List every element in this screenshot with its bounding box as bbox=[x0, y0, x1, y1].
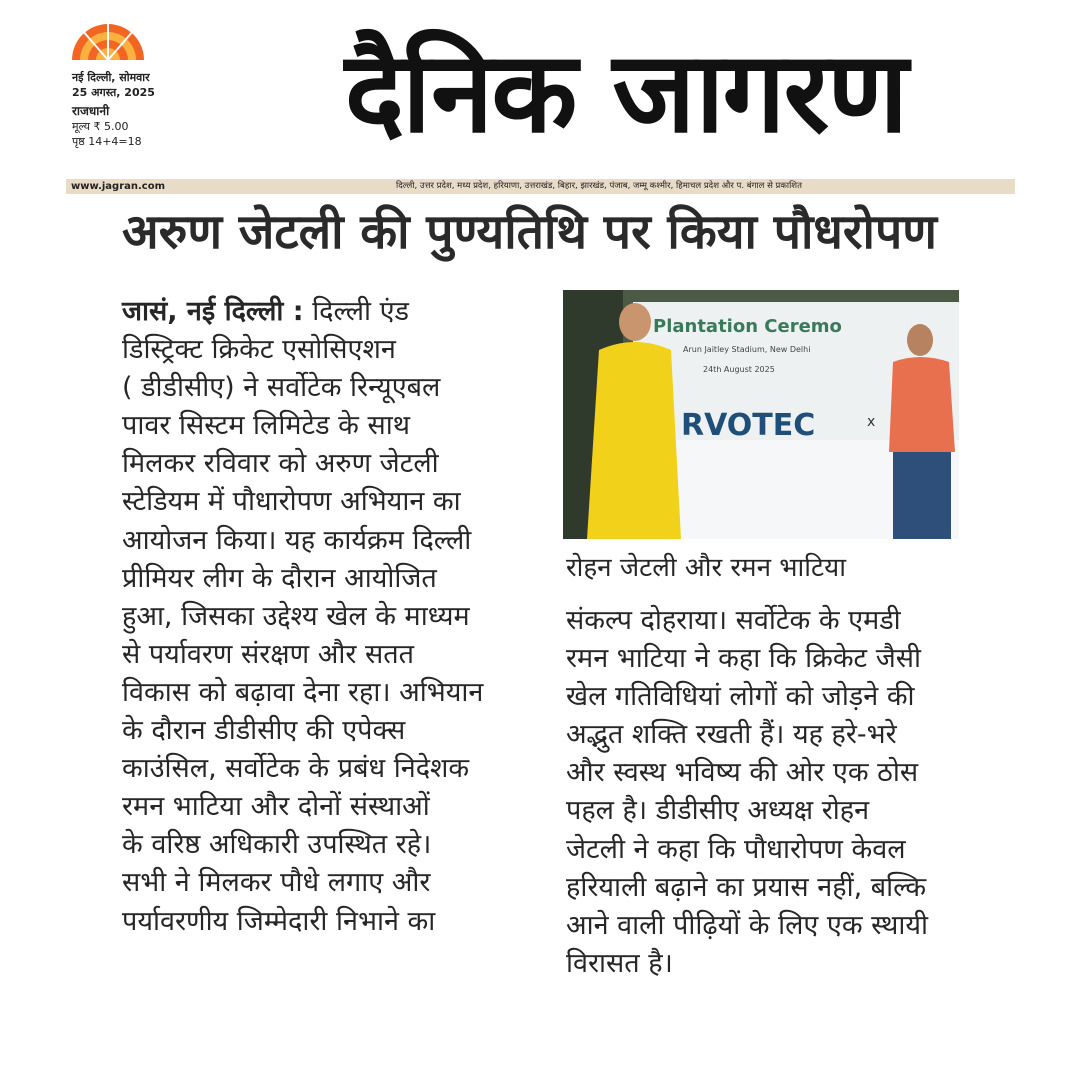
body-line: दिल्ली एंड bbox=[312, 296, 409, 327]
body-line: अद्भुत शक्ति रखती हैं। यह हरे-भरे bbox=[566, 719, 897, 751]
body-line: संकल्प दोहराया। सर्वोटेक के एमडी bbox=[566, 605, 901, 636]
price: मूल्य ₹ 5.00 bbox=[72, 120, 129, 133]
dateline: जासं, नई दिल्ली : bbox=[122, 296, 304, 327]
photo-caption: रोहन जेटली और रमन भाटिया bbox=[566, 553, 846, 583]
body-line: मिलकर रविवार को अरुण जेटली bbox=[122, 448, 439, 480]
body-line: पहल है। डीडीसीए अध्यक्ष रोहन bbox=[566, 795, 870, 827]
body-line: विकास को बढ़ावा देना रहा। अभियान bbox=[122, 676, 484, 708]
article-column-left bbox=[122, 293, 522, 941]
body-line: सभी ने मिलकर पौधे लगाए और bbox=[122, 867, 431, 899]
banner-date: 24th August 2025 bbox=[703, 365, 775, 374]
article-headline: अरुण जेटली की पुण्यतिथि पर किया पौधरोपण bbox=[122, 204, 937, 260]
body-line: विरासत है। bbox=[566, 947, 673, 979]
editions-line: दिल्ली, उत्तर प्रदेश, मध्य प्रदेश, हरियाणा, उत्तराखंड, बिहार, झारखंड, पंजाब, जम्मू कश्मीर, हिमाचल प्रदेश और प. बंगाल से प्रकाशित bbox=[396, 181, 802, 191]
body-line: हुआ, जिसका उद्देश्य खेल के माध्यम bbox=[122, 600, 470, 632]
body-line: डिस्ट्रिक्ट क्रिकेट एसोसिएशन bbox=[122, 334, 396, 366]
article-column-right bbox=[566, 602, 966, 983]
newspaper-title: दैनिक जागरण bbox=[344, 28, 907, 158]
banner-logo: RVOTEC bbox=[681, 408, 816, 443]
body-line: और स्वस्थ भविष्य की ओर एक ठोस bbox=[566, 757, 919, 789]
edition-name: राजधानी bbox=[72, 104, 110, 118]
article-photo bbox=[563, 290, 959, 539]
body-line: स्टेडियम में पौधारोपण अभियान का bbox=[122, 486, 461, 518]
body-line: पावर सिस्टम लिमिटेड के साथ bbox=[122, 410, 410, 442]
banner-subtitle: Arun Jaitley Stadium, New Delhi bbox=[683, 345, 811, 354]
body-line: रमन भाटिया और दोनों संस्थाओं bbox=[122, 791, 430, 823]
body-line: के वरिष्ठ अधिकारी उपस्थित रहे। bbox=[122, 829, 432, 861]
body-line: खेल गतिविधियां लोगों को जोड़ने की bbox=[566, 681, 915, 713]
body-line: रमन भाटिया ने कहा कि क्रिकेट जैसी bbox=[566, 643, 922, 675]
body-line: आने वाली पीढ़ियों के लिए एक स्थायी bbox=[566, 909, 929, 941]
page-count: पृष्ठ 14+4=18 bbox=[72, 135, 142, 148]
banner-mark: x bbox=[867, 414, 876, 430]
issue-meta bbox=[72, 70, 155, 149]
masthead-ribbon bbox=[66, 179, 1015, 194]
body-line: से पर्यावरण संरक्षण और सतत bbox=[122, 638, 415, 670]
body-line: जेटली ने कहा कि पौधारोपण केवल bbox=[566, 833, 906, 865]
body-line: पर्यावरणीय जिम्मेदारी निभाने का bbox=[122, 905, 436, 937]
body-line: काउंसिल, सर्वोटेक के प्रबंध निदेशक bbox=[122, 753, 470, 785]
jagran-sun-logo bbox=[70, 20, 146, 62]
body-line: प्रीमियर लीग के दौरान आयोजित bbox=[122, 562, 437, 594]
issue-date: 25 अगस्त, 2025 bbox=[72, 86, 155, 99]
banner-title: Plantation Ceremo bbox=[653, 316, 842, 337]
body-line: आयोजन किया। यह कार्यक्रम दिल्ली bbox=[122, 524, 472, 556]
body-line: हरियाली बढ़ाने का प्रयास नहीं, बल्कि bbox=[566, 871, 927, 903]
website-link[interactable]: www.jagran.com bbox=[71, 181, 166, 192]
body-line: के दौरान डीडीसीए की एपेक्स bbox=[122, 715, 406, 747]
body-line: ( डीडीसीए) ने सर्वोटेक रिन्यूएबल bbox=[122, 372, 441, 404]
city-day: नई दिल्ली, सोमवार bbox=[72, 71, 150, 84]
